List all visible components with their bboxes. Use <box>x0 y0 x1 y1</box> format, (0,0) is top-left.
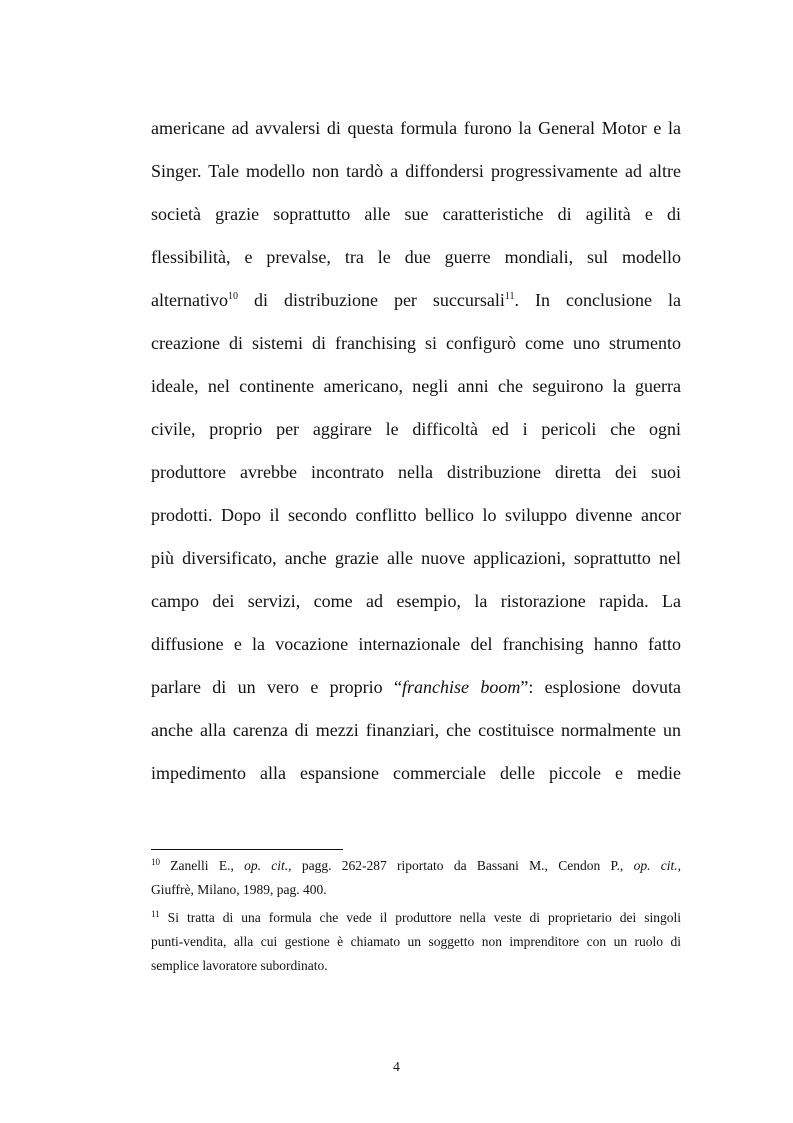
body-line: prodotti. Dopo il secondo conflitto bellico lo sviluppo divenne ancor <box>151 505 681 525</box>
footnote-number: 11 <box>151 909 160 919</box>
footnote-10-line <box>151 854 681 878</box>
text-run: . In conclusione la <box>514 290 681 310</box>
text-run: Si tratta di una formula che vede il produttore nella veste di proprietario dei singoli <box>159 910 681 925</box>
body-line: creazione di sistemi di franchising si configurò come uno strumento <box>151 333 681 353</box>
text-run: parlare di un vero e proprio “ <box>151 677 402 697</box>
body-line <box>151 666 681 709</box>
body-line: ideale, nel continente americano, negli anni che seguirono la guerra <box>151 376 681 396</box>
footnote-11-line <box>151 906 681 930</box>
body-line: campo dei servizi, come ad esempio, la ristorazione rapida. La <box>151 591 681 611</box>
footnote-11-line: punti-vendita, alla cui gestione è chiamato un soggetto non imprenditore con un ruolo di <box>151 934 681 949</box>
text-run: di distribuzione per succursali <box>237 290 505 310</box>
text-run: Zanelli E., <box>160 858 245 873</box>
body-line <box>151 279 681 322</box>
footnotes <box>151 854 681 978</box>
emphasis-text: op. cit., <box>244 858 292 873</box>
body-line: civile, proprio per aggirare le difficoltà ed i pericoli che ogni <box>151 419 681 439</box>
body-line: società grazie soprattutto alle sue caratteristiche di agilità e di <box>151 204 681 224</box>
body-line: americane ad avvalersi di questa formula furono la General Motor e la <box>151 118 681 138</box>
body-line: impedimento alla espansione commerciale delle piccole e medie <box>151 763 681 783</box>
text-run: pagg. 262-287 riportato da Bassani M., Cendon P., <box>291 858 634 873</box>
body-line: flessibilità, e prevalse, tra le due guerre mondiali, sul modello <box>151 247 681 267</box>
footnote-10-line: Giuffrè, Milano, 1989, pag. 400. <box>151 882 327 897</box>
text-run: ”: esplosione dovuta <box>520 677 681 697</box>
footnote-separator <box>151 849 343 850</box>
body-line: Singer. Tale modello non tardò a diffondersi progressivamente ad altre <box>151 161 681 181</box>
page-number: 4 <box>393 1059 400 1074</box>
text-run: alternativo <box>151 290 228 310</box>
emphasis-text: franchise boom <box>401 677 521 697</box>
body-line: più diversificato, anche grazie alle nuove applicazioni, soprattutto nel <box>151 548 681 568</box>
body-line: produttore avrebbe incontrato nella distribuzione diretta dei suoi <box>151 462 681 482</box>
footnote-11-line: semplice lavoratore subordinato. <box>151 958 328 973</box>
body-line: diffusione e la vocazione internazionale del franchising hanno fatto <box>151 634 681 654</box>
body-text <box>151 107 681 795</box>
footnote-ref-10: 10 <box>227 291 238 302</box>
footnote-number: 10 <box>151 857 160 867</box>
body-line: anche alla carenza di mezzi finanziari, che costituisce normalmente un <box>151 720 681 740</box>
footnote-ref-11: 11 <box>504 291 515 302</box>
emphasis-text: op. cit., <box>633 858 681 873</box>
